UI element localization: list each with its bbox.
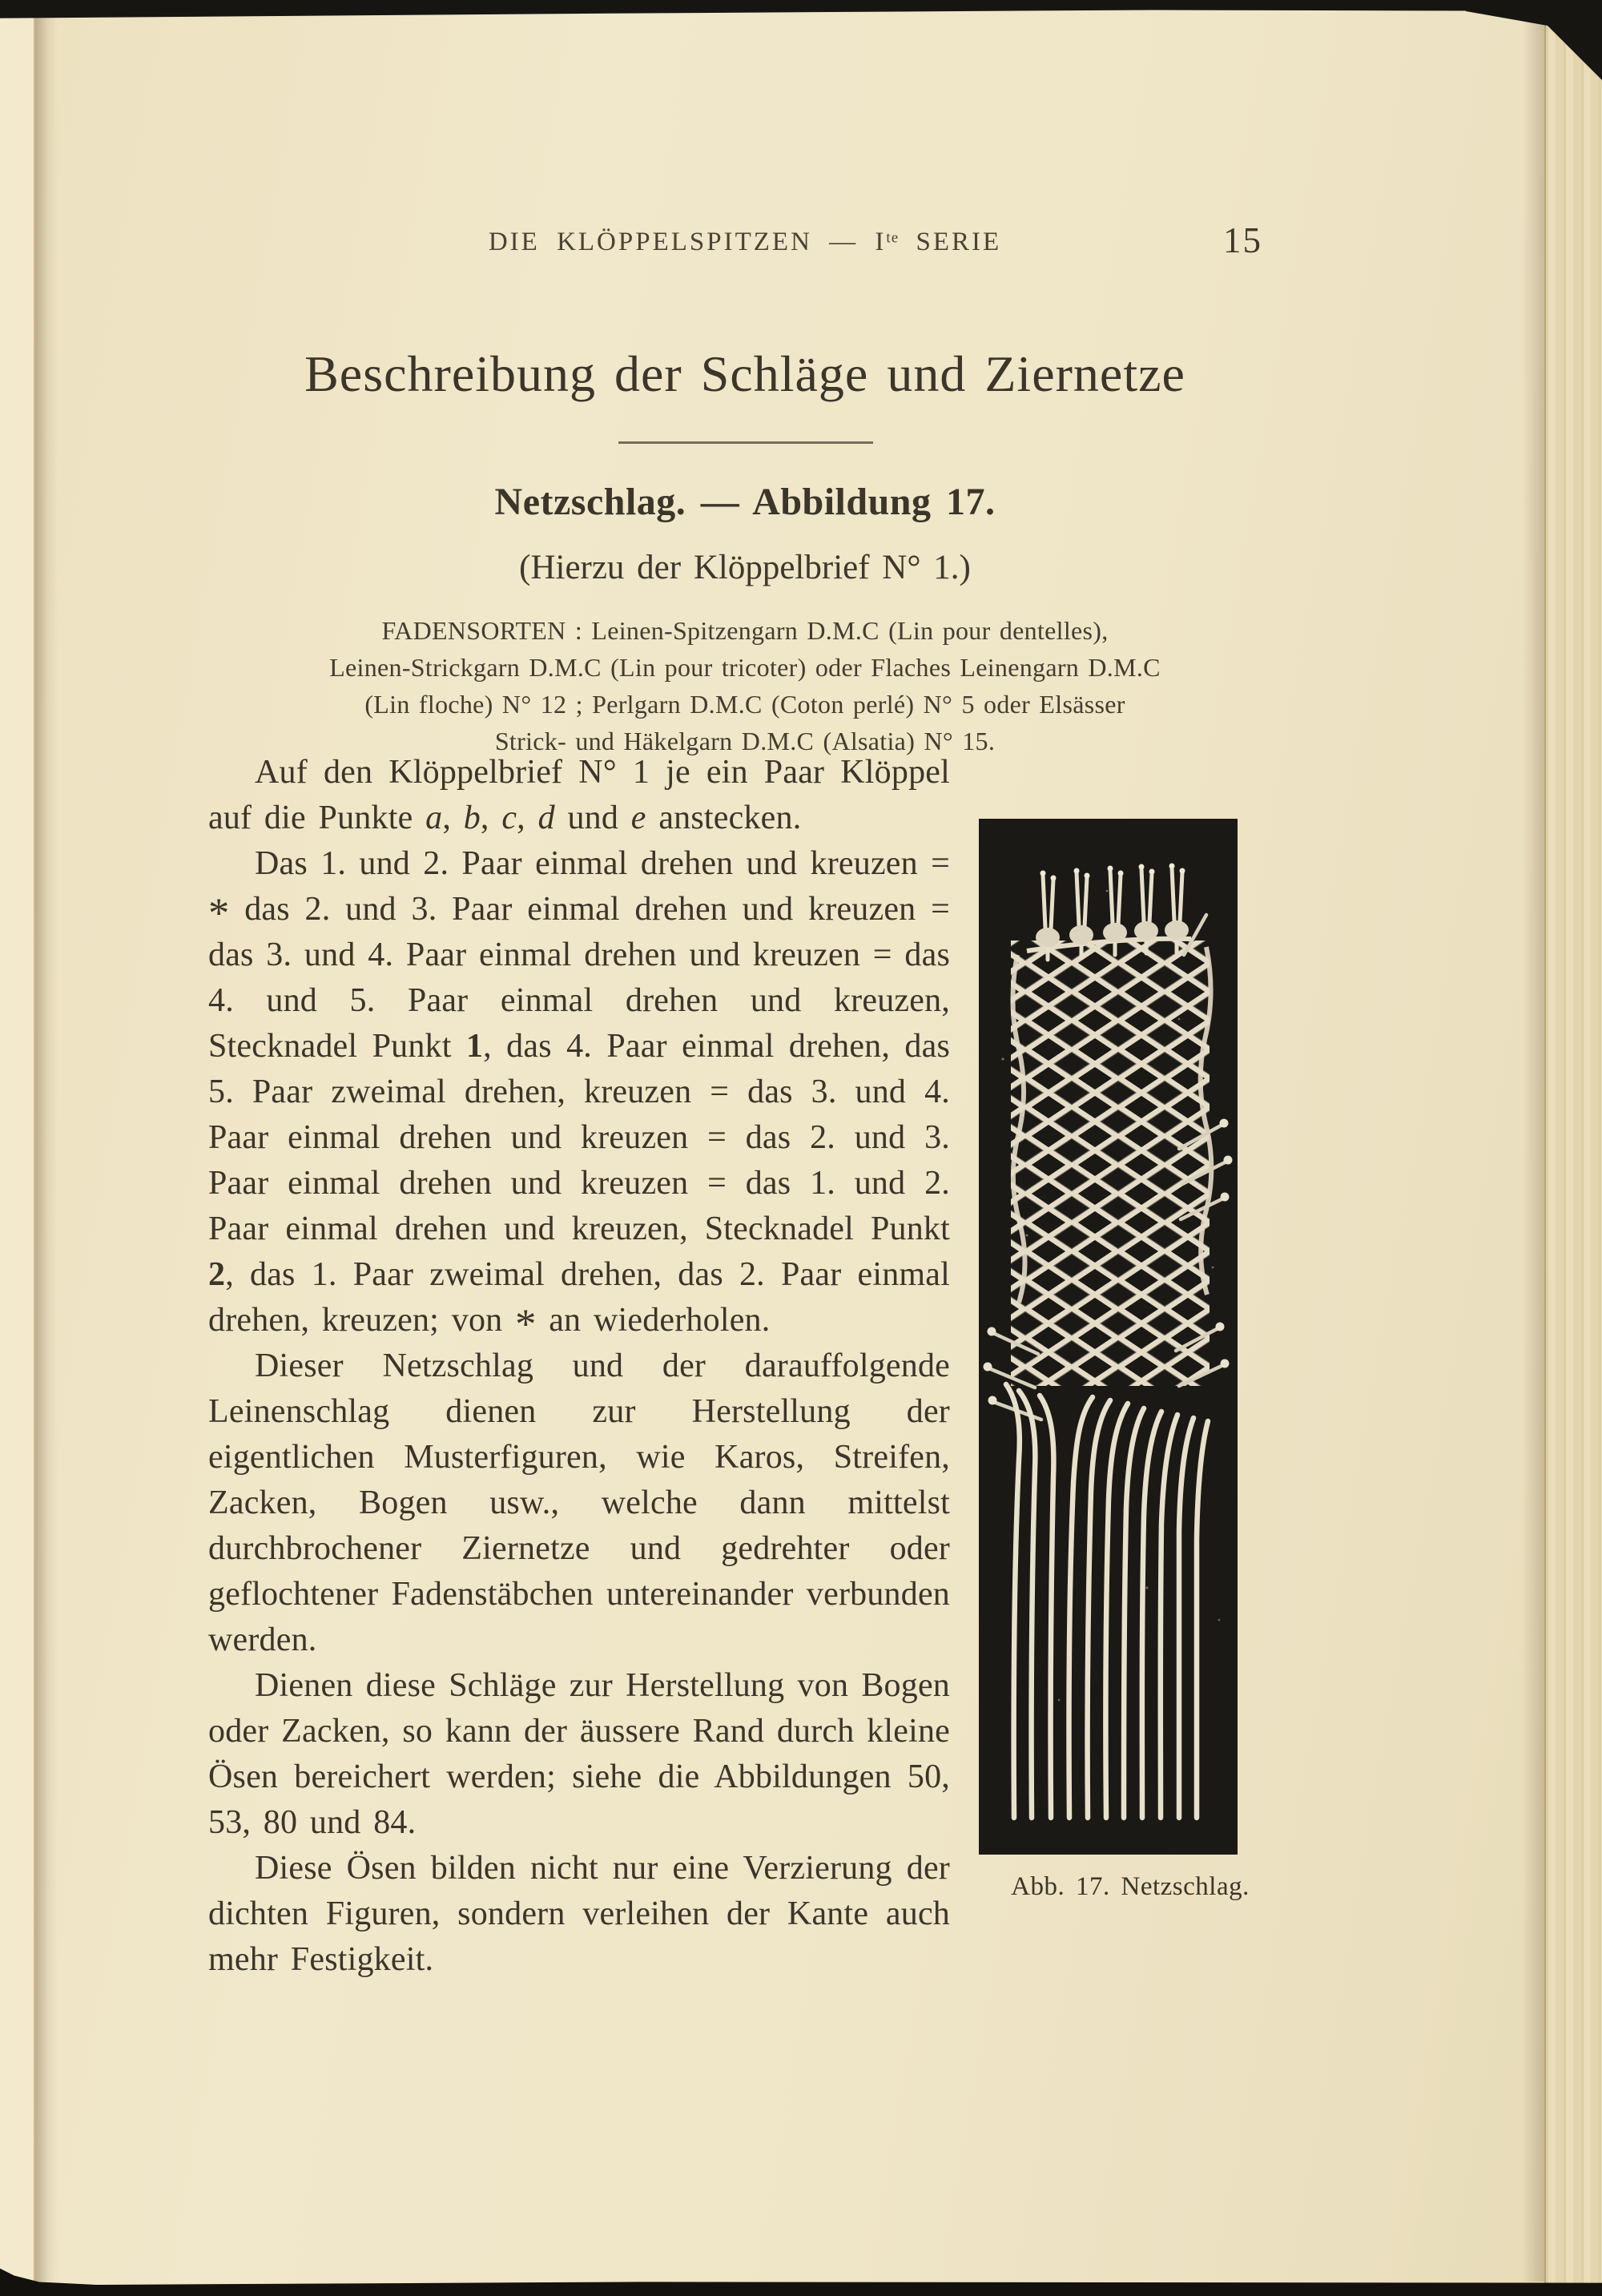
thread-types-note (184, 612, 1306, 759)
paragraph-1: Auf den Klöppelbrief N° 1 je ein Paar Klöppel auf die Punkte a, b, c, d und e anstecken. (208, 754, 950, 836)
section-heading: Netzschlag. — Abbildung 17. (494, 481, 996, 523)
title-divider (618, 441, 873, 444)
page-title: Beschreibung der Schläge und Ziernetze (304, 345, 1185, 402)
thread-types-line: FADENSORTEN : Leinen-Spitzengarn D.M.C (Lin pour dentelles), (381, 616, 1109, 645)
paragraph-3: Dieser Netzschlag und der darauffolgende Leinenschlag dienen zur Herstellung der eigentlichen Musterfiguren, wie Karos, Streifen, Zacken, Bogen usw., welche dann mittelst durchbrochener Ziernetze und gedrehter oder geflochtener Fadenstäbchen untereinander verbunden werden. (208, 1347, 950, 1658)
left-page-edge (0, 13, 35, 2282)
running-header (208, 220, 1282, 276)
body-text (208, 750, 1282, 1983)
paragraph-2: Das 1. und 2. Paar einmal drehen und kreuzen = * das 2. und 3. Paar einmal drehen und kreuzen = das 3. und 4. Paar einmal drehen und kreuzen = das 4. und 5. Paar einmal drehen und kreuzen, Stecknadel Punkt 1, das 4. Paar einmal drehen, das 5. Paar zweimal drehen, kreuzen = das 3. und 4. Paar einmal drehen und kreuzen = das 2. und 3. Paar einmal drehen und kreuzen = das 1. und 2. Paar einmal drehen und kreuzen, Stecknadel Punkt 2, das 1. Paar zweimal drehen, das 2. Paar einmal drehen, kreuzen; von * an wiederholen. (208, 845, 950, 1348)
page-stack-edge (1544, 19, 1602, 2283)
lace-photo-image (979, 819, 1238, 1855)
paragraph-5: Diese Ösen bilden nicht nur eine Verzierung der dichten Figuren, sondern verleihen der Kante auch mehr Festigkeit. (208, 1850, 950, 1978)
spine-fold-shadow (35, 13, 58, 2282)
series-superscript: te (886, 229, 900, 247)
paragraph-4: Dienen diese Schläge zur Herstellung von Bogen oder Zacken, so kann der äussere Rand durch kleine Ösen bereichert werden; siehe die Abbildungen 50, 53, 80 und 84. (208, 1667, 950, 1841)
running-header-title: DIE KLÖPPELSPITZEN — $I^{te}$ SERIE (488, 228, 1002, 256)
thread-types-line: Strick- und Häkelgarn D.M.C (Alsatia) N° 15. (494, 727, 996, 755)
right-edge-shadow (1522, 21, 1546, 2282)
section-subheading: (Hierzu der Klöppelbrief N° 1.) (519, 549, 971, 586)
page-number: 15 (1223, 220, 1262, 260)
figure-block (950, 819, 1282, 1910)
thread-types-line: (Lin floche) N° 12 ; Perlgarn D.M.C (Coton perlé) N° 5 oder Elsässer (364, 690, 1125, 719)
figure-caption: Abb. 17. Netzschlag. (1011, 1872, 1250, 1901)
thread-types-line: Leinen-Strickgarn D.M.C (Lin pour tricoter) oder Flaches Leinengarn D.M.C (329, 653, 1161, 682)
